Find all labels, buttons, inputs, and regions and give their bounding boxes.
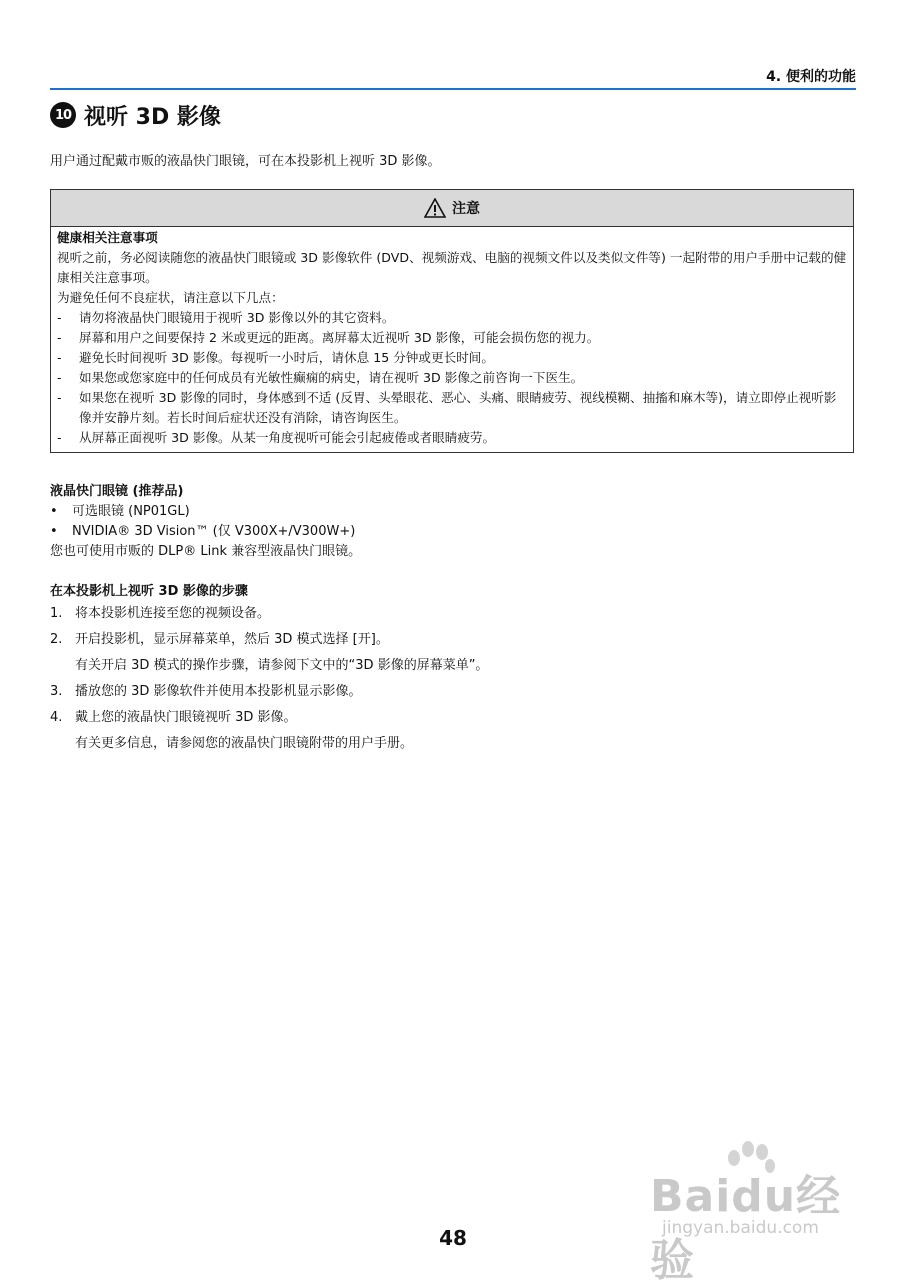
dash-marker: - [57,330,62,345]
intro-paragraph: 用户通过配戴市贩的液晶快门眼镜，可在本投影机上视听 3D 影像。 [50,154,441,169]
bullet-marker: • [50,524,58,539]
step-note: 有关开启 3D 模式的操作步骤，请参阅下文中的“3D 影像的屏幕菜单”。 [75,658,489,673]
step-note: 有关更多信息，请参阅您的液晶快门眼镜附带的用户手册。 [75,736,414,751]
caution-item: - 屏幕和用户之间要保持 2 米或更远的距离。离屏幕太近视听 3D 影像，可能会损伤您的视力。 [57,328,847,348]
glasses-heading: 液晶快门眼镜 (推荐品) [50,484,184,499]
steps-heading: 在本投影机上视听 3D 影像的步骤 [50,584,248,599]
caution-para: 为避免任何不良症状，请注意以下几点： [57,290,284,305]
step-item: 2. 开启投影机，显示屏幕菜单，然后 3D 模式选择 [开]。 有关开启 3D 模式的操作步骤，请参阅下文中的“3D 影像的屏幕菜单”。 [50,630,488,676]
caution-item: - 避免长时间视听 3D 影像。每视听一小时后，请休息 15 分钟或更长时间。 [57,348,847,368]
section-number-badge: 10 [50,102,76,128]
step-item: 1. 将本投影机连接至您的视频设备。 [50,606,271,621]
page-number: 48 [439,1226,467,1250]
step-item: 3. 播放您的 3D 影像软件并使用本投影机显示影像。 [50,684,362,699]
caution-header [51,190,853,227]
section-title-text: 视听 3D 影像 [84,104,221,130]
caution-heading: 注意 [452,201,480,217]
chapter-header: 4. 便利的功能 [766,69,856,85]
glasses-note: 您也可使用市贩的 DLP® Link 兼容型液晶快门眼镜。 [50,544,362,559]
caution-body [51,227,853,448]
watermark-url: jingyan.baidu.com [662,1218,819,1238]
dash-marker: - [57,310,62,325]
watermark-logo: Baidu经验 [650,1171,842,1286]
section-title [50,100,221,130]
caution-item: - 如果您在视听 3D 影像的同时，身体感到不适 (反胃、头晕眼花、恶心、头痛、眼睛疲劳、视线模糊、抽搐和麻木等)，请立即停止视听影像并安静片刻。若长时间后症状还没有消除，请咨询医生。 [57,390,837,425]
caution-item: - 从屏幕正面视听 3D 影像。从某一角度视听可能会引起疲倦或者眼睛疲劳。 [57,428,847,448]
caution-item: - 请勿将液晶快门眼镜用于视听 3D 影像以外的其它资料。 [57,308,847,328]
caution-item: - 如果您或您家庭中的任何成员有光敏性癫痫的病史，请在视听 3D 影像之前咨询一下医生。 [57,368,847,388]
glasses-item: • 可选眼镜 (NP01GL) [50,502,361,522]
steps-list [50,604,488,754]
warning-icon [424,198,446,218]
dash-marker: - [57,430,62,445]
caution-subtitle: 健康相关注意事项 [57,230,158,245]
glasses-item: • NVIDIA® 3D Vision™ (仅 V300X+/V300W+) [50,522,361,542]
steps-section [50,582,488,754]
glasses-list [50,502,361,542]
glasses-section [50,482,361,562]
step-item: 4. 戴上您的液晶快门眼镜视听 3D 影像。 有关更多信息，请参阅您的液晶快门眼镜附带的用户手册。 [50,708,488,754]
bullet-marker: • [50,504,58,519]
caution-para: 视听之前，务必阅读随您的液晶快门眼镜或 3D 影像软件 (DVD、视频游戏、电脑的视频文件以及类似文件等) 一起附带的用户手册中记载的健康相关注意事项。 [57,250,847,285]
dash-marker: - [57,390,62,405]
baidu-watermark [640,1140,880,1286]
dash-marker: - [57,370,62,385]
caution-list [57,308,847,448]
dash-marker: - [57,350,62,365]
header-rule [50,88,856,90]
caution-box [50,189,854,453]
